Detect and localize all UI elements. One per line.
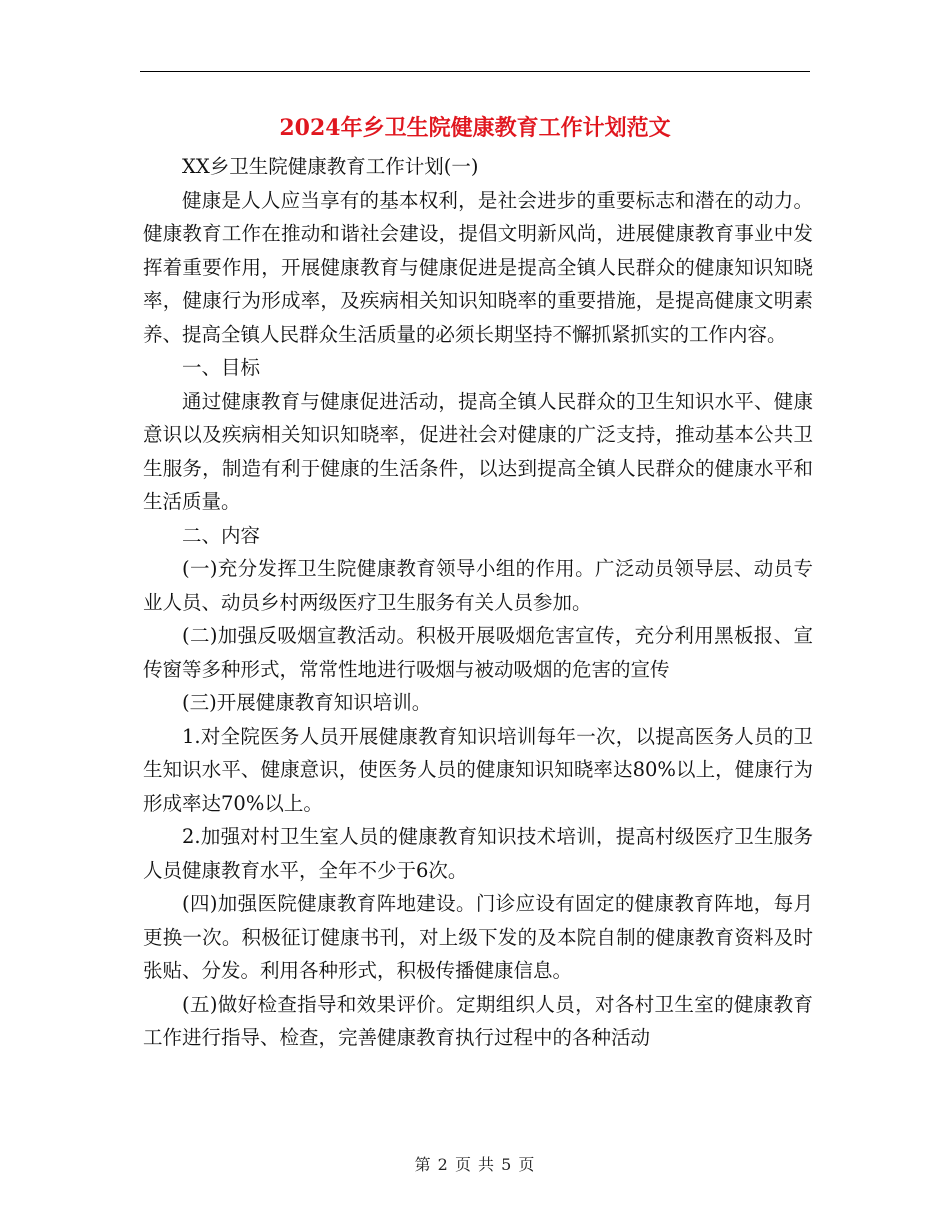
page-number: 第 2 页 共 5 页 <box>414 1155 536 1174</box>
goal-paragraph: 通过健康教育与健康促进活动，提高全镇人民群众的卫生知识水平、健康意识以及疾病相关知识知晓率，促进社会对健康的广泛支持，推动基本公共卫生服务，制造有利于健康的生活条件，以达到提高全镇人民群众的健康水平和生活质量。 <box>143 389 813 513</box>
content-item-3-sub-1: 1.对全院医务人员开展健康教育知识培训每年一次，以提高医务人员的卫生知识水平、健康意识，使医务人员的健康知识知晓率达80%以上，健康行为形成率达70%以上。 <box>143 724 813 815</box>
header-rule <box>140 71 810 72</box>
content-item-2: (二)加强反吸烟宣教活动。积极开展吸烟危害宣传，充分利用黑板报、宣传窗等多种形式，常常性地进行吸烟与被动吸烟的危害的宣传 <box>143 624 813 681</box>
section-heading-content: 二、内容 <box>182 523 261 547</box>
section-heading-plan: XX乡卫生院健康教育工作计划(一) <box>182 155 479 178</box>
document-title: 2024年乡卫生院健康教育工作计划范文 <box>279 115 671 141</box>
document-body <box>143 150 813 1055</box>
content-item-5: (五)做好检查指导和效果评价。定期组织人员，对各村卫生室的健康教育工作进行指导、检查，完善健康教育执行过程中的各种活动 <box>143 992 813 1049</box>
content-item-3: (三)开展健康教育知识培训。 <box>182 691 432 714</box>
intro-paragraph: 健康是人人应当享有的基本权利，是社会进步的重要标志和潜在的动力。健康教育工作在推动和谐社会建设，提倡文明新风尚，进展健康教育事业中发挥着重要作用，开展健康教育与健康促进是提高全镇人民群众的健康知识知晓率，健康行为形成率，及疾病相关知识知晓率的重要措施，是提高健康文明素养、提高全镇人民群众生活质量的必须长期坚持不懈抓紧抓实的工作内容。 <box>143 188 813 346</box>
content-item-3-sub-2: 2.加强对村卫生室人员的健康教育知识技术培训，提高村级医疗卫生服务人员健康教育水平，全年不少于6次。 <box>143 825 813 882</box>
content-item-4: (四)加强医院健康教育阵地建设。门诊应设有固定的健康教育阵地，每月更换一次。积极征订健康书刊，对上级下发的及本院自制的健康教育资料及时张贴、分发。利用各种形式，积极传播健康信息。 <box>143 892 813 982</box>
content-item-1: (一)充分发挥卫生院健康教育领导小组的作用。广泛动员领导层、动员专业人员、动员乡村两级医疗卫生服务有关人员参加。 <box>143 557 813 614</box>
section-heading-goal: 一、目标 <box>182 356 261 379</box>
